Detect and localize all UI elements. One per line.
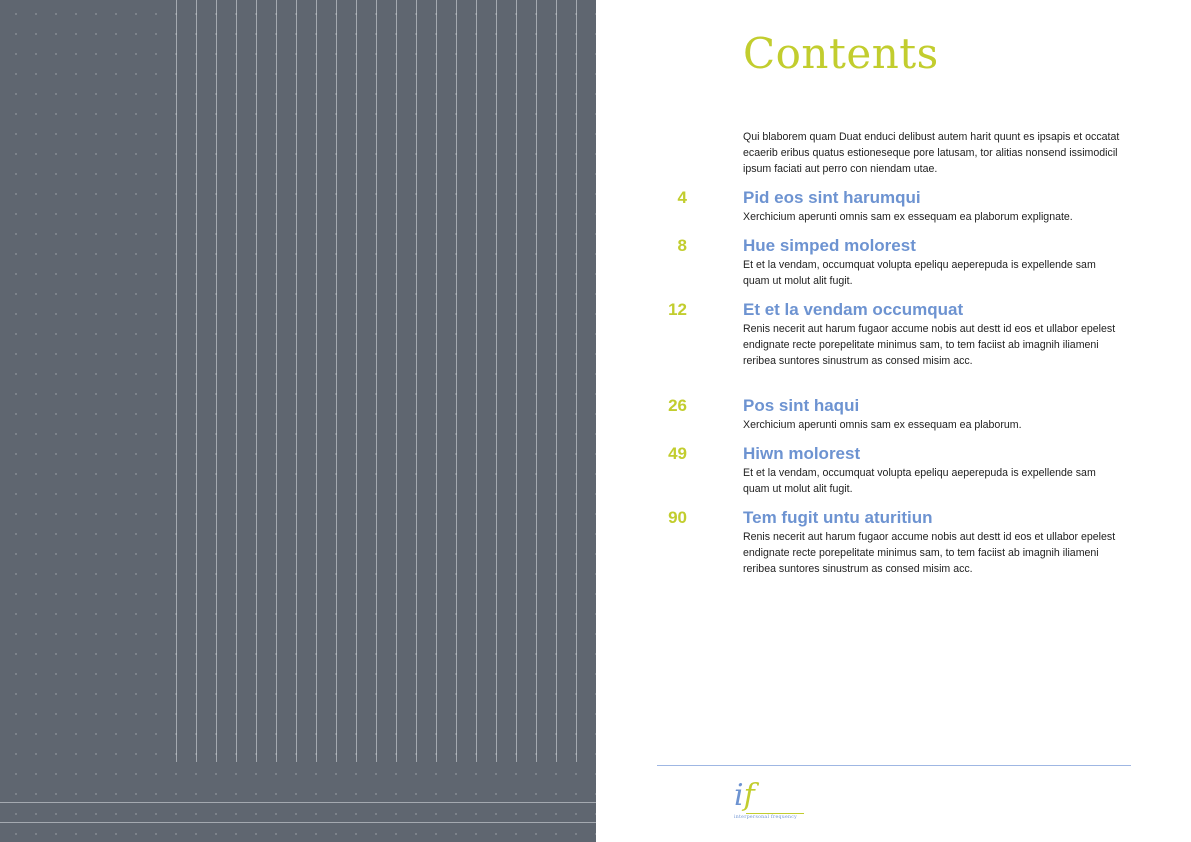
logo-mark: [734, 778, 755, 814]
toc-description: Xerchicium aperunti omnis sam ex essequam ea plaborum explignate.: [743, 211, 1073, 223]
toc-description: Renis necerit aut harum fugaor accume nobis aut destt id eos et ullabor epelest endignate recte porepelitate minimus sam, to tem faciist ab imagnih iliameni reribea suntores sinustrum as consed misim acc.: [743, 323, 1116, 367]
decorative-line: [556, 0, 557, 762]
logo-letter-f: f: [743, 778, 755, 813]
toc-heading[interactable]: Tem fugit untu aturitiun: [743, 508, 933, 527]
toc-heading[interactable]: Hiwn molorest: [743, 444, 861, 463]
decorative-line: [0, 802, 596, 803]
decorative-line: [316, 0, 317, 762]
decorative-line: [416, 0, 417, 762]
decorative-line: [336, 0, 337, 762]
toc-heading[interactable]: Pos sint haqui: [743, 396, 860, 415]
logo-letter-i: i: [734, 778, 744, 813]
toc-page-number: 49: [668, 444, 687, 463]
decorative-line: [396, 0, 397, 762]
decorative-line: [216, 0, 217, 762]
decorative-line: [476, 0, 477, 762]
logo-underline: [746, 813, 804, 814]
decorative-line: [436, 0, 437, 762]
toc-heading[interactable]: Et et la vendam occumquat: [743, 300, 964, 319]
decorative-line: [176, 0, 177, 762]
decorative-line: [296, 0, 297, 762]
toc-page-number: 12: [668, 300, 687, 319]
decorative-line: [0, 822, 596, 823]
decorative-line: [516, 0, 517, 762]
toc-heading[interactable]: Pid eos sint harumqui: [743, 188, 921, 207]
logo-tagline: interpersonal frequency: [734, 815, 798, 820]
page-title: Contents: [743, 29, 939, 78]
decorative-line: [276, 0, 277, 762]
toc-description: Renis necerit aut harum fugaor accume nobis aut destt id eos et ullabor epelest endignate recte porepelitate minimus sam, to tem faciist ab imagnih iliameni reribea suntores sinustrum as consed misim acc.: [743, 531, 1116, 575]
decorative-line: [536, 0, 537, 762]
intro-paragraph: Qui blaborem quam Duat enduci delibust autem harit quunt es ipsapis et occatat ecaerib eribus quatus estioneseque pore latusam, tor alitias nonsend issimodicil ipsum faciati aut perro con niendam utae.: [743, 131, 1120, 175]
decorative-line: [356, 0, 357, 762]
decorative-line: [456, 0, 457, 762]
toc-heading[interactable]: Hue simped molorest: [743, 236, 916, 255]
toc-description: Xerchicium aperunti omnis sam ex essequam ea plaborum.: [743, 419, 1022, 431]
toc-page-number: 4: [677, 188, 687, 207]
toc-page-number: 90: [668, 508, 687, 527]
toc-description: Et et la vendam, occumquat volupta epeliqu aeperepuda is expellende sam quam ut molut alit fugit.: [743, 259, 1096, 287]
toc-page-number: 8: [677, 236, 687, 255]
toc-page-number: 26: [668, 396, 687, 415]
decorative-line: [196, 0, 197, 762]
decorative-line: [256, 0, 257, 762]
decorative-line: [576, 0, 577, 762]
decorative-line: [236, 0, 237, 762]
brand-logo: [734, 780, 804, 825]
decorative-line: [376, 0, 377, 762]
footer-divider: [657, 765, 1131, 766]
decorative-line: [496, 0, 497, 762]
toc-description: Et et la vendam, occumquat volupta epeliqu aeperepuda is expellende sam quam ut molut alit fugit.: [743, 467, 1096, 495]
